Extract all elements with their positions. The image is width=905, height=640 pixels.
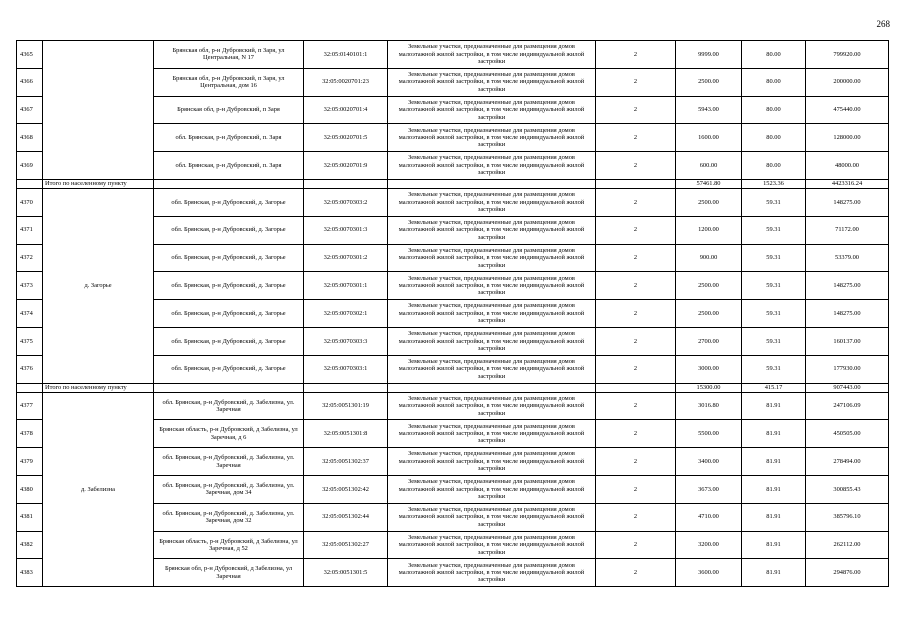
address-cell: обл. Брянская, р-н Дубровский, д. Забелизна, ул. Заречная [154,448,304,476]
area-value: 4710.00 [676,503,742,531]
land-purpose: Земельные участки, предназначенные для размещения домов малоэтажной жилой застройки, в том числе индивидуальной жилой застройки [388,152,596,180]
subtotal-blank-cell [388,179,596,188]
area-value: 2700.00 [676,327,742,355]
cadastral-number: 32:05:0051301:19 [304,392,388,420]
cadastral-number: 32:05:0070301:3 [304,216,388,244]
area-value: 900.00 [676,244,742,272]
rate-value: 59.31 [742,355,806,383]
land-purpose: Земельные участки, предназначенные для размещения домов малоэтажной жилой застройки, в том числе индивидуальной жилой застройки [388,124,596,152]
row-number: 4381 [17,503,43,531]
cadastral-number: 32:05:0140101:1 [304,41,388,69]
cadastral-number: 32:05:0070303:1 [304,355,388,383]
row-number: 4370 [17,188,43,216]
rate-value: 81.91 [742,392,806,420]
row-number: 4369 [17,152,43,180]
category-code: 2 [596,188,676,216]
category-code: 2 [596,392,676,420]
land-purpose: Земельные участки, предназначенные для размещения домов малоэтажной жилой застройки, в том числе индивидуальной жилой застройки [388,244,596,272]
rate-value: 81.91 [742,475,806,503]
category-code: 2 [596,272,676,300]
category-code: 2 [596,503,676,531]
area-value: 3600.00 [676,559,742,587]
address-cell: обл. Брянская, р-н Дубровский, д. Загорье [154,188,304,216]
cadastral-number: 32:05:0020701:23 [304,68,388,96]
cadastral-cost: 294876.00 [806,559,889,587]
row-number: 4378 [17,420,43,448]
rate-value: 59.31 [742,188,806,216]
category-code: 2 [596,96,676,124]
rate-value: 59.31 [742,272,806,300]
row-number: 4377 [17,392,43,420]
land-registry-table [16,40,889,587]
land-purpose: Земельные участки, предназначенные для размещения домов малоэтажной жилой застройки, в том числе индивидуальной жилой застройки [388,531,596,559]
cadastral-cost: 278494.00 [806,448,889,476]
land-purpose: Земельные участки, предназначенные для размещения домов малоэтажной жилой застройки, в том числе индивидуальной жилой застройки [388,327,596,355]
subtotal-blank-cell [154,383,304,392]
cadastral-number: 32:05:0051301:8 [304,420,388,448]
land-purpose: Земельные участки, предназначенные для размещения домов малоэтажной жилой застройки, в том числе индивидуальной жилой застройки [388,420,596,448]
land-purpose: Земельные участки, предназначенные для размещения домов малоэтажной жилой застройки, в том числе индивидуальной жилой застройки [388,503,596,531]
locality-cell [43,41,154,180]
address-cell: обл. Брянская, р-н Дубровский, д. Загорье [154,355,304,383]
land-purpose: Земельные участки, предназначенные для размещения домов малоэтажной жилой застройки, в том числе индивидуальной жилой застройки [388,475,596,503]
subtotal-rate: 1523.36 [742,179,806,188]
address-cell: Брянская область, р-н Дубровский, д Забелизна, ул Заречная, д 52 [154,531,304,559]
address-cell: обл. Брянская, р-н Дубровский, д. Забелизна, ул. Заречная, дом 34 [154,475,304,503]
cadastral-cost: 160137.00 [806,327,889,355]
rate-value: 81.91 [742,420,806,448]
rate-value: 80.00 [742,68,806,96]
land-purpose: Земельные участки, предназначенные для размещения домов малоэтажной жилой застройки, в том числе индивидуальной жилой застройки [388,96,596,124]
cadastral-number: 32:05:0070303:3 [304,327,388,355]
table-row [17,41,889,69]
subtotal-blank-cell [17,383,43,392]
category-code: 2 [596,448,676,476]
cadastral-number: 32:05:0051302:42 [304,475,388,503]
category-code: 2 [596,152,676,180]
cadastral-cost: 200000.00 [806,68,889,96]
row-number: 4365 [17,41,43,69]
cadastral-number: 32:05:0051302:27 [304,531,388,559]
land-purpose: Земельные участки, предназначенные для размещения домов малоэтажной жилой застройки, в том числе индивидуальной жилой застройки [388,559,596,587]
subtotal-blank-cell [388,383,596,392]
cadastral-cost: 385796.10 [806,503,889,531]
cadastral-cost: 799920.00 [806,41,889,69]
category-code: 2 [596,531,676,559]
subtotal-rate: 415.17 [742,383,806,392]
address-cell: Брянская обл, р-н Дубровский, п Заря [154,96,304,124]
area-value: 3200.00 [676,531,742,559]
row-number: 4383 [17,559,43,587]
table-body [17,41,889,587]
category-code: 2 [596,124,676,152]
area-value: 2500.00 [676,188,742,216]
subtotal-blank-cell [304,383,388,392]
subtotal-blank-cell [304,179,388,188]
category-code: 2 [596,327,676,355]
land-purpose: Земельные участки, предназначенные для размещения домов малоэтажной жилой застройки, в том числе индивидуальной жилой застройки [388,188,596,216]
address-cell: обл. Брянская, р-н Дубровский, д. Загорье [154,327,304,355]
address-cell: обл. Брянская, р-н Дубровский, п. Заря [154,124,304,152]
rate-value: 81.91 [742,559,806,587]
area-value: 9999.00 [676,41,742,69]
address-cell: Брянская обл, р-н Дубровский, п Заря, ул Центральная, дом 16 [154,68,304,96]
rate-value: 59.31 [742,244,806,272]
table-row [17,188,889,216]
land-purpose: Земельные участки, предназначенные для размещения домов малоэтажной жилой застройки, в том числе индивидуальной жилой застройки [388,300,596,328]
area-value: 5500.00 [676,420,742,448]
area-value: 2500.00 [676,300,742,328]
cadastral-cost: 177930.00 [806,355,889,383]
cadastral-cost: 53379.00 [806,244,889,272]
address-cell: обл. Брянская, р-н Дубровский, д. Загорье [154,216,304,244]
row-number: 4373 [17,272,43,300]
cadastral-cost: 71172.00 [806,216,889,244]
area-value: 3016.80 [676,392,742,420]
cadastral-cost: 475440.00 [806,96,889,124]
cadastral-cost: 148275.00 [806,188,889,216]
rate-value: 80.00 [742,152,806,180]
row-number: 4375 [17,327,43,355]
address-cell: Брянская обл, р-н Дубровский, д Забелизна, ул Заречная [154,559,304,587]
row-number: 4374 [17,300,43,328]
rate-value: 80.00 [742,124,806,152]
page-number: 268 [876,19,890,29]
land-purpose: Земельные участки, предназначенные для размещения домов малоэтажной жилой застройки, в том числе индивидуальной жилой застройки [388,272,596,300]
subtotal-label: Итого по населенному пункту [43,179,154,188]
row-number: 4379 [17,448,43,476]
land-purpose: Земельные участки, предназначенные для размещения домов малоэтажной жилой застройки, в том числе индивидуальной жилой застройки [388,41,596,69]
row-number: 4367 [17,96,43,124]
rate-value: 59.31 [742,300,806,328]
rate-value: 59.31 [742,216,806,244]
area-value: 1600.00 [676,124,742,152]
locality-cell: д. Забелизна [43,392,154,587]
category-code: 2 [596,68,676,96]
subtotal-cost: 4423316.24 [806,179,889,188]
subtotal-area: 15300.00 [676,383,742,392]
rate-value: 81.91 [742,531,806,559]
area-value: 5943.00 [676,96,742,124]
cadastral-number: 32:05:0020701:9 [304,152,388,180]
cadastral-number: 32:05:0051302:37 [304,448,388,476]
cadastral-number: 32:05:0051301:5 [304,559,388,587]
row-number: 4380 [17,475,43,503]
address-cell: обл. Брянская, р-н Дубровский, п. Заря [154,152,304,180]
subtotal-label: Итого по населенному пункту [43,383,154,392]
cadastral-number: 32:05:0070301:2 [304,244,388,272]
rate-value: 81.91 [742,448,806,476]
cadastral-cost: 300855.43 [806,475,889,503]
area-value: 2500.00 [676,272,742,300]
address-cell: обл. Брянская, р-н Дубровский, д. Загорье [154,272,304,300]
land-purpose: Земельные участки, предназначенные для размещения домов малоэтажной жилой застройки, в том числе индивидуальной жилой застройки [388,448,596,476]
cadastral-number: 32:05:0070302:1 [304,300,388,328]
subtotal-blank-cell [17,179,43,188]
land-purpose: Земельные участки, предназначенные для размещения домов малоэтажной жилой застройки, в том числе индивидуальной жилой застройки [388,355,596,383]
category-code: 2 [596,420,676,448]
row-number: 4368 [17,124,43,152]
address-cell: Брянская обл, р-н Дубровский, п Заря, ул Центральная, N 17 [154,41,304,69]
row-number: 4366 [17,68,43,96]
address-cell: обл. Брянская, р-н Дубровский, д. Загорье [154,244,304,272]
area-value: 2500.00 [676,68,742,96]
area-value: 600.00 [676,152,742,180]
rate-value: 59.31 [742,327,806,355]
area-value: 1200.00 [676,216,742,244]
category-code: 2 [596,216,676,244]
subtotal-cost: 907443.00 [806,383,889,392]
rate-value: 80.00 [742,41,806,69]
area-value: 3673.00 [676,475,742,503]
cadastral-cost: 128000.00 [806,124,889,152]
land-purpose: Земельные участки, предназначенные для размещения домов малоэтажной жилой застройки, в том числе индивидуальной жилой застройки [388,392,596,420]
row-number: 4382 [17,531,43,559]
category-code: 2 [596,300,676,328]
subtotal-row [17,179,889,188]
row-number: 4371 [17,216,43,244]
subtotal-area: 57461.80 [676,179,742,188]
subtotal-blank-cell [596,383,676,392]
land-purpose: Земельные участки, предназначенные для размещения домов малоэтажной жилой застройки, в том числе индивидуальной жилой застройки [388,216,596,244]
cadastral-number: 32:05:0070301:1 [304,272,388,300]
category-code: 2 [596,475,676,503]
subtotal-blank-cell [596,179,676,188]
address-cell: обл. Брянская, р-н Дубровский, д. Забелизна, ул. Заречная, дом 32 [154,503,304,531]
category-code: 2 [596,355,676,383]
cadastral-cost: 450505.00 [806,420,889,448]
category-code: 2 [596,244,676,272]
cadastral-cost: 262112.00 [806,531,889,559]
category-code: 2 [596,559,676,587]
cadastral-number: 32:05:0070303:2 [304,188,388,216]
table-row [17,392,889,420]
area-value: 3000.00 [676,355,742,383]
cadastral-cost: 48000.00 [806,152,889,180]
land-purpose: Земельные участки, предназначенные для размещения домов малоэтажной жилой застройки, в том числе индивидуальной жилой застройки [388,68,596,96]
address-cell: Брянская область, р-н Дубровский, д Забелизна, ул Заречная, д 6 [154,420,304,448]
locality-cell: д. Загорье [43,188,154,383]
row-number: 4376 [17,355,43,383]
cadastral-cost: 247106.09 [806,392,889,420]
category-code: 2 [596,41,676,69]
address-cell: обл. Брянская, р-н Дубровский, д. Забелизна, ул. Заречная [154,392,304,420]
cadastral-number: 32:05:0051302:44 [304,503,388,531]
subtotal-row [17,383,889,392]
cadastral-cost: 148275.00 [806,300,889,328]
address-cell: обл. Брянская, р-н Дубровский, д. Загорье [154,300,304,328]
cadastral-number: 32:05:0020701:5 [304,124,388,152]
subtotal-blank-cell [154,179,304,188]
area-value: 3400.00 [676,448,742,476]
cadastral-cost: 148275.00 [806,272,889,300]
rate-value: 81.91 [742,503,806,531]
rate-value: 80.00 [742,96,806,124]
row-number: 4372 [17,244,43,272]
cadastral-number: 32:05:0020701:4 [304,96,388,124]
